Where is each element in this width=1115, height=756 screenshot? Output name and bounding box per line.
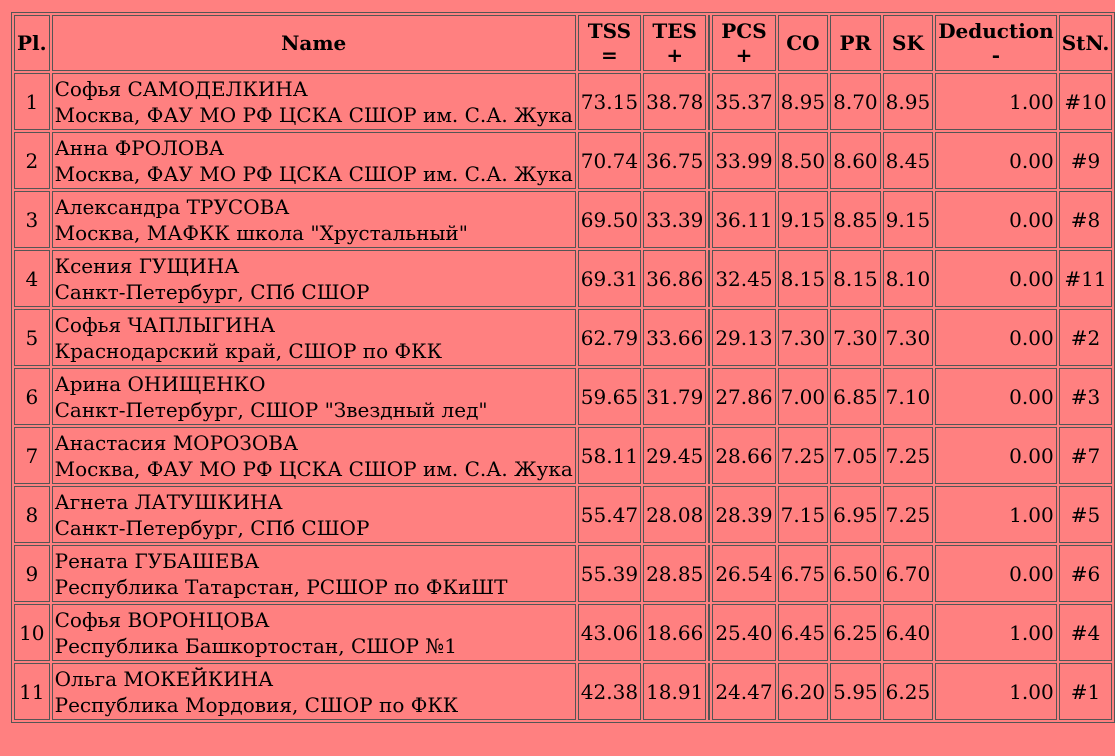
- header-row: [14, 15, 1112, 71]
- start-number-cell: #4: [1059, 604, 1113, 661]
- start-number-cell: #7: [1059, 427, 1113, 484]
- pr-cell: 7.30: [830, 309, 881, 366]
- skater-name: Анна ФРОЛОВА: [54, 135, 225, 160]
- pcs-cell: 36.11: [712, 191, 775, 248]
- skater-club: Республика Татарстан, РСШОР по ФКиШТ: [54, 574, 508, 599]
- sk-cell: 7.30: [883, 309, 934, 366]
- header-deduction-label: Deduction: [938, 19, 1054, 43]
- skater-name: Рената ГУБАШЕВА: [54, 548, 260, 573]
- tes-cell: 33.66: [643, 309, 706, 366]
- header-tss-sign: =: [601, 43, 618, 67]
- pcs-cell: 28.39: [712, 486, 775, 543]
- tss-cell: 62.79: [578, 309, 641, 366]
- skater-club: Москва, ФАУ МО РФ ЦСКА СШОР им. С.А. Жука: [54, 161, 573, 186]
- start-number-cell: #3: [1059, 368, 1113, 425]
- skater-name: Ксения ГУЩИНА: [54, 253, 240, 278]
- skater-club: Краснодарский край, СШОР по ФКК: [54, 338, 443, 363]
- skater-cell: [52, 132, 576, 189]
- start-number-cell: #1: [1059, 663, 1113, 720]
- skater-cell: [52, 663, 576, 720]
- skater-name: Александра ТРУСОВА: [54, 194, 290, 219]
- header-deduction: [935, 15, 1057, 71]
- deduction-cell: 0.00: [935, 309, 1057, 366]
- tes-cell: 38.78: [643, 73, 706, 130]
- header-pr: PR: [830, 15, 881, 71]
- start-number-cell: #8: [1059, 191, 1113, 248]
- tss-cell: 69.31: [578, 250, 641, 307]
- pr-cell: 6.95: [830, 486, 881, 543]
- spacer-cell: [708, 427, 710, 484]
- tes-cell: 28.08: [643, 486, 706, 543]
- pr-cell: 8.60: [830, 132, 881, 189]
- header-name: Name: [52, 15, 576, 71]
- skater-club: Москва, МАФКК школа "Хрустальный": [54, 220, 468, 245]
- place-cell: 4: [14, 250, 50, 307]
- spacer-cell: [708, 486, 710, 543]
- place-cell: 10: [14, 604, 50, 661]
- header-sk: SK: [883, 15, 934, 71]
- skater-cell: [52, 427, 576, 484]
- spacer-cell: [708, 132, 710, 189]
- skater-cell: [52, 604, 576, 661]
- tes-cell: 29.45: [643, 427, 706, 484]
- deduction-cell: 0.00: [935, 427, 1057, 484]
- sk-cell: 8.95: [883, 73, 934, 130]
- skater-name: Софья САМОДЕЛКИНА: [54, 76, 308, 101]
- pr-cell: 7.05: [830, 427, 881, 484]
- pcs-cell: 27.86: [712, 368, 775, 425]
- tes-cell: 31.79: [643, 368, 706, 425]
- header-pcs-sign: +: [735, 43, 753, 67]
- place-cell: 7: [14, 427, 50, 484]
- skater-name: Софья ВОРОНЦОВА: [54, 607, 270, 632]
- sk-cell: 6.25: [883, 663, 934, 720]
- co-cell: 8.95: [778, 73, 829, 130]
- skater-cell: [52, 545, 576, 602]
- header-tss-label: TSS: [587, 19, 632, 43]
- pr-cell: 8.70: [830, 73, 881, 130]
- table-row: [14, 73, 1112, 130]
- table-row: [14, 663, 1112, 720]
- tss-cell: 59.65: [578, 368, 641, 425]
- co-cell: 6.45: [778, 604, 829, 661]
- pcs-cell: 32.45: [712, 250, 775, 307]
- spacer-cell: [708, 73, 710, 130]
- spacer-cell: [708, 604, 710, 661]
- tes-cell: 18.66: [643, 604, 706, 661]
- table-row: [14, 486, 1112, 543]
- skater-cell: [52, 250, 576, 307]
- tss-cell: 55.47: [578, 486, 641, 543]
- pr-cell: 8.15: [830, 250, 881, 307]
- skater-name: Анастасия МОРОЗОВА: [54, 430, 299, 455]
- tss-cell: 43.06: [578, 604, 641, 661]
- spacer-cell: [708, 309, 710, 366]
- start-number-cell: #10: [1059, 73, 1113, 130]
- co-cell: 8.50: [778, 132, 829, 189]
- pcs-cell: 28.66: [712, 427, 775, 484]
- table-row: [14, 368, 1112, 425]
- co-cell: 8.15: [778, 250, 829, 307]
- sk-cell: 8.10: [883, 250, 934, 307]
- spacer-cell: [708, 663, 710, 720]
- header-tes: [643, 15, 706, 71]
- skater-cell: [52, 368, 576, 425]
- co-cell: 6.20: [778, 663, 829, 720]
- header-tes-sign: +: [666, 43, 684, 67]
- header-deduction-sign: -: [991, 43, 1001, 67]
- place-cell: 6: [14, 368, 50, 425]
- pr-cell: 6.50: [830, 545, 881, 602]
- pcs-cell: 33.99: [712, 132, 775, 189]
- deduction-cell: 1.00: [935, 604, 1057, 661]
- table-row: [14, 309, 1112, 366]
- spacer-cell: [708, 368, 710, 425]
- co-cell: 9.15: [778, 191, 829, 248]
- skater-name: Софья ЧАПЛЫГИНА: [54, 312, 276, 337]
- sk-cell: 6.40: [883, 604, 934, 661]
- skater-cell: [52, 486, 576, 543]
- skater-club: Санкт-Петербург, СШОР "Звездный лед": [54, 397, 488, 422]
- skater-cell: [52, 309, 576, 366]
- table-row: [14, 545, 1112, 602]
- sk-cell: 7.25: [883, 427, 934, 484]
- start-number-cell: #2: [1059, 309, 1113, 366]
- place-cell: 11: [14, 663, 50, 720]
- start-number-cell: #9: [1059, 132, 1113, 189]
- start-number-cell: #11: [1059, 250, 1113, 307]
- header-pcs: [712, 15, 775, 71]
- sk-cell: 8.45: [883, 132, 934, 189]
- skater-club: Москва, ФАУ МО РФ ЦСКА СШОР им. С.А. Жука: [54, 102, 573, 127]
- skater-club: Санкт-Петербург, СПб СШОР: [54, 279, 370, 304]
- tss-cell: 58.11: [578, 427, 641, 484]
- sk-cell: 7.25: [883, 486, 934, 543]
- header-spacer: [708, 15, 710, 71]
- deduction-cell: 0.00: [935, 250, 1057, 307]
- sk-cell: 6.70: [883, 545, 934, 602]
- co-cell: 7.25: [778, 427, 829, 484]
- deduction-cell: 0.00: [935, 368, 1057, 425]
- tss-cell: 69.50: [578, 191, 641, 248]
- pcs-cell: 29.13: [712, 309, 775, 366]
- pcs-cell: 26.54: [712, 545, 775, 602]
- skater-club: Москва, ФАУ МО РФ ЦСКА СШОР им. С.А. Жука: [54, 456, 573, 481]
- place-cell: 9: [14, 545, 50, 602]
- table-row: [14, 604, 1112, 661]
- co-cell: 6.75: [778, 545, 829, 602]
- sk-cell: 9.15: [883, 191, 934, 248]
- header-pcs-label: PCS: [721, 19, 767, 43]
- pcs-cell: 24.47: [712, 663, 775, 720]
- header-place: Pl.: [14, 15, 50, 71]
- tss-cell: 70.74: [578, 132, 641, 189]
- spacer-cell: [708, 191, 710, 248]
- pcs-cell: 25.40: [712, 604, 775, 661]
- skater-club: Республика Башкортостан, СШОР №1: [54, 633, 457, 658]
- start-number-cell: #6: [1059, 545, 1113, 602]
- table-row: [14, 132, 1112, 189]
- tss-cell: 73.15: [578, 73, 641, 130]
- table-row: [14, 250, 1112, 307]
- table-row: [14, 191, 1112, 248]
- tes-cell: 28.85: [643, 545, 706, 602]
- place-cell: 8: [14, 486, 50, 543]
- pr-cell: 6.85: [830, 368, 881, 425]
- deduction-cell: 0.00: [935, 545, 1057, 602]
- spacer-cell: [708, 250, 710, 307]
- deduction-cell: 0.00: [935, 132, 1057, 189]
- pr-cell: 5.95: [830, 663, 881, 720]
- deduction-cell: 1.00: [935, 663, 1057, 720]
- spacer-cell: [708, 545, 710, 602]
- tes-cell: 36.86: [643, 250, 706, 307]
- results-body: [14, 73, 1112, 720]
- header-tes-label: TES: [652, 19, 697, 43]
- header-start-number: StN.: [1059, 15, 1113, 71]
- skater-cell: [52, 191, 576, 248]
- skater-cell: [52, 73, 576, 130]
- tes-cell: 18.91: [643, 663, 706, 720]
- tss-cell: 55.39: [578, 545, 641, 602]
- header-co: CO: [778, 15, 829, 71]
- skater-name: Ольга МОКЕЙКИНА: [54, 666, 274, 691]
- place-cell: 3: [14, 191, 50, 248]
- place-cell: 2: [14, 132, 50, 189]
- tes-cell: 33.39: [643, 191, 706, 248]
- tes-cell: 36.75: [643, 132, 706, 189]
- tss-cell: 42.38: [578, 663, 641, 720]
- place-cell: 1: [14, 73, 50, 130]
- pr-cell: 6.25: [830, 604, 881, 661]
- sk-cell: 7.10: [883, 368, 934, 425]
- pr-cell: 8.85: [830, 191, 881, 248]
- deduction-cell: 1.00: [935, 486, 1057, 543]
- start-number-cell: #5: [1059, 486, 1113, 543]
- deduction-cell: 0.00: [935, 191, 1057, 248]
- co-cell: 7.30: [778, 309, 829, 366]
- pcs-cell: 35.37: [712, 73, 775, 130]
- place-cell: 5: [14, 309, 50, 366]
- skater-club: Республика Мордовия, СШОР по ФКК: [54, 692, 459, 717]
- results-table: [11, 12, 1115, 723]
- skater-name: Агнета ЛАТУШКИНА: [54, 489, 283, 514]
- co-cell: 7.15: [778, 486, 829, 543]
- header-tss: [578, 15, 641, 71]
- skater-club: Санкт-Петербург, СПб СШОР: [54, 515, 370, 540]
- skater-name: Арина ОНИЩЕНКО: [54, 371, 266, 396]
- deduction-cell: 1.00: [935, 73, 1057, 130]
- table-row: [14, 427, 1112, 484]
- co-cell: 7.00: [778, 368, 829, 425]
